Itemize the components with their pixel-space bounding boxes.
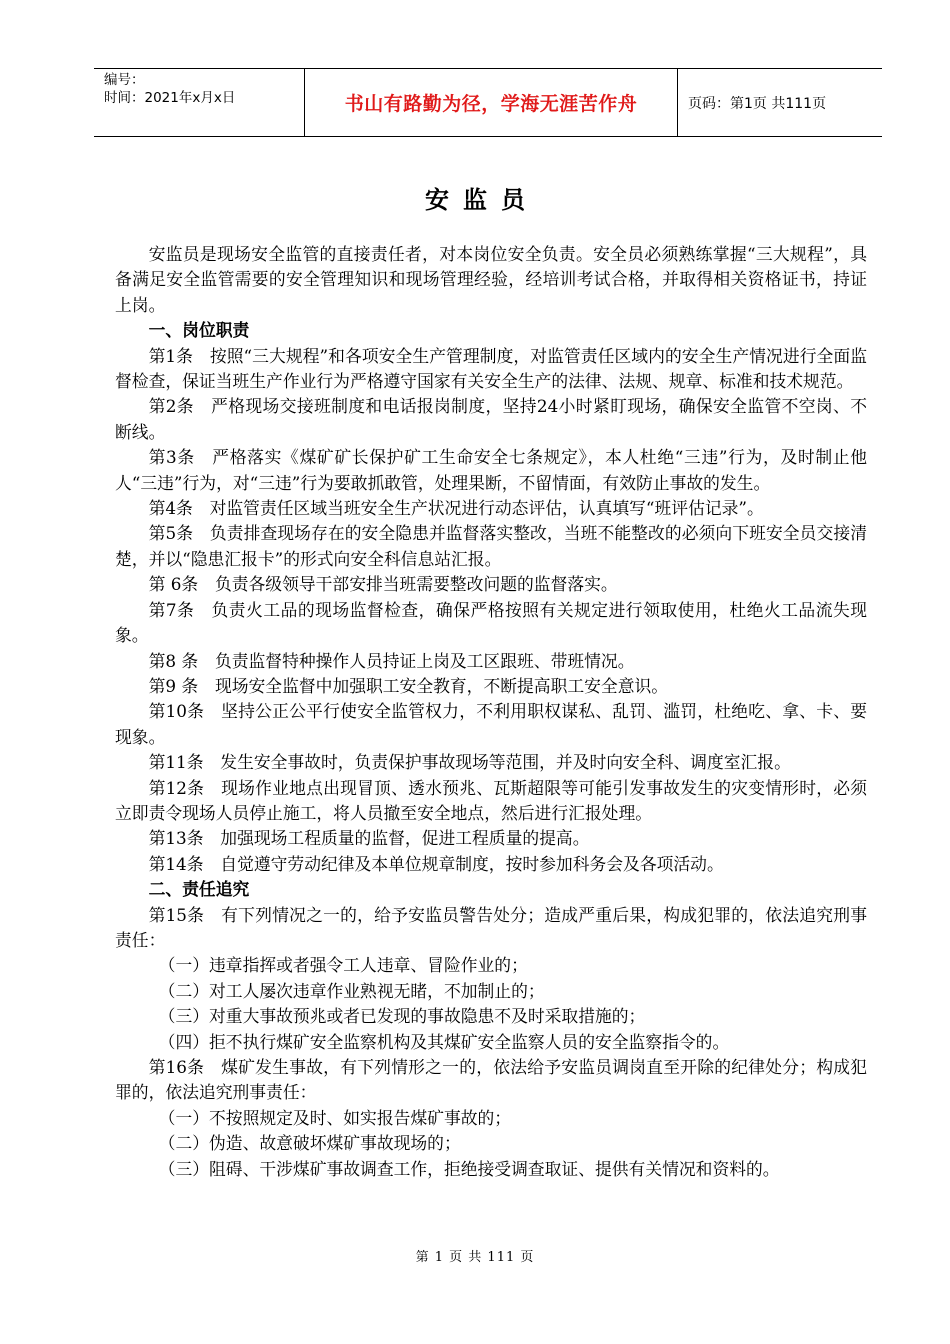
article-9: 第9 条 现场安全监督中加强职工安全教育，不断提高职工安全意识。 [148,675,669,696]
article-16: 第16条 煤矿发生事故，有下列情形之一的，依法给予安监员调岗直至开除的纪律处分；构成犯罪的，依法追究刑事责任： [115,1057,867,1103]
article-15-item-4: （四）拒不执行煤矿安全监察机构及其煤矿安全监察人员的安全监察指令的。 [158,1031,730,1052]
document-title: 安监员 [425,186,539,214]
article-8: 第8 条 负责监督特种操作人员持证上岗及工区跟班、带班情况。 [148,650,635,671]
header-meta [94,69,304,136]
article-16-item-3: （三）阻碍、干涉煤矿事故调查工作，拒绝接受调查取证、提供有关情况和资料的。 [158,1158,780,1179]
article-2: 第2条 严格现场交接班制度和电话报岗制度，坚持24小时紧盯现场，确保安全监管不空岗、不断线。 [115,396,867,442]
document-body [115,242,867,1182]
article-1: 第1条 按照“三大规程”和各项安全生产管理制度，对监管责任区域内的安全生产情况进行全面监督检查，保证当班生产作业行为严格遵守国家有关安全生产的法律、法规、规章、标准和技术规范。 [115,345,867,392]
article-4: 第4条 对监管责任区域当班安全生产状况进行动态评估，认真填写“班评估记录”。 [148,498,764,519]
serial-label: 编号： [104,72,145,88]
article-15-item-1: （一）违章指挥或者强令工人违章、冒险作业的； [158,955,528,976]
article-6: 第 6条 负责各级领导干部安排当班需要整改问题的监督落实。 [148,574,618,595]
time-label: 时间：2021年x月x日 [104,90,236,106]
article-13: 第13条 加强现场工程质量的监督，促进工程质量的提高。 [148,828,590,849]
header-motto: 书山有路勤为径，学海无涯苦作舟 [304,69,678,136]
article-7: 第7条 负责火工品的现场监督检查，确保严格按照有关规定进行领取使用，杜绝火工品流失现象。 [115,599,867,646]
intro-paragraph: 安监员是现场安全监管的直接责任者，对本岗位安全负责。安全员必须熟练掌握“三大规程”，具备满足安全监管需要的安全管理知识和现场管理经验，经培训考试合格，并取得相关资格证书，持证上岗。 [115,244,867,315]
article-15-item-2: （二）对工人屡次违章作业熟视无睹，不加制止的； [158,980,545,1001]
section-heading-duties: 一、岗位职责 [148,320,250,341]
article-10: 第10条 坚持公正公平行使安全监管权力，不利用职权谋私、乱罚、滥罚，杜绝吃、拿、卡、要现象。 [115,701,867,747]
article-16-item-2: （二）伪造、故意破坏煤矿事故现场的； [158,1133,461,1154]
article-15-item-3: （三）对重大事故预兆或者已发现的事故隐患不及时采取措施的； [158,1006,646,1027]
article-14: 第14条 自觉遵守劳动纪律及本单位规章制度，按时参加科务会及各项活动。 [148,853,724,874]
article-12: 第12条 现场作业地点出现冒顶、透水预兆、瓦斯超限等可能引发事故发生的灾变情形时，必须立即责令现场人员停止施工，将人员撤至安全地点，然后进行汇报处理。 [115,777,867,823]
section-heading-liability: 二、责任追究 [148,879,250,900]
article-15: 第15条 有下列情况之一的，给予安监员警告处分；造成严重后果，构成犯罪的，依法追究刑事责任： [115,904,867,950]
header-page-info: 页码：第1页 共111页 [688,95,827,112]
page-header [94,68,882,137]
page-footer: 第 1 页 共 111 页 [415,1250,535,1265]
article-16-item-1: （一）不按照规定及时、如实报告煤矿事故的； [158,1107,512,1128]
article-11: 第11条 发生安全事故时，负责保护事故现场等范围，并及时向安全科、调度室汇报。 [148,752,791,773]
article-5: 第5条 负责排查现场存在的安全隐患并监督落实整改，当班不能整改的必须向下班安全员交接清楚，并以“隐患汇报卡”的形式向安全科信息站汇报。 [115,523,867,569]
article-3: 第3条 严格落实《煤矿矿长保护矿工生命安全七条规定》，本人杜绝“三违”行为，及时制止他人“三违”行为，对“三违”行为要敢抓敢管，处理果断，不留情面，有效防止事故的发生。 [115,447,867,493]
